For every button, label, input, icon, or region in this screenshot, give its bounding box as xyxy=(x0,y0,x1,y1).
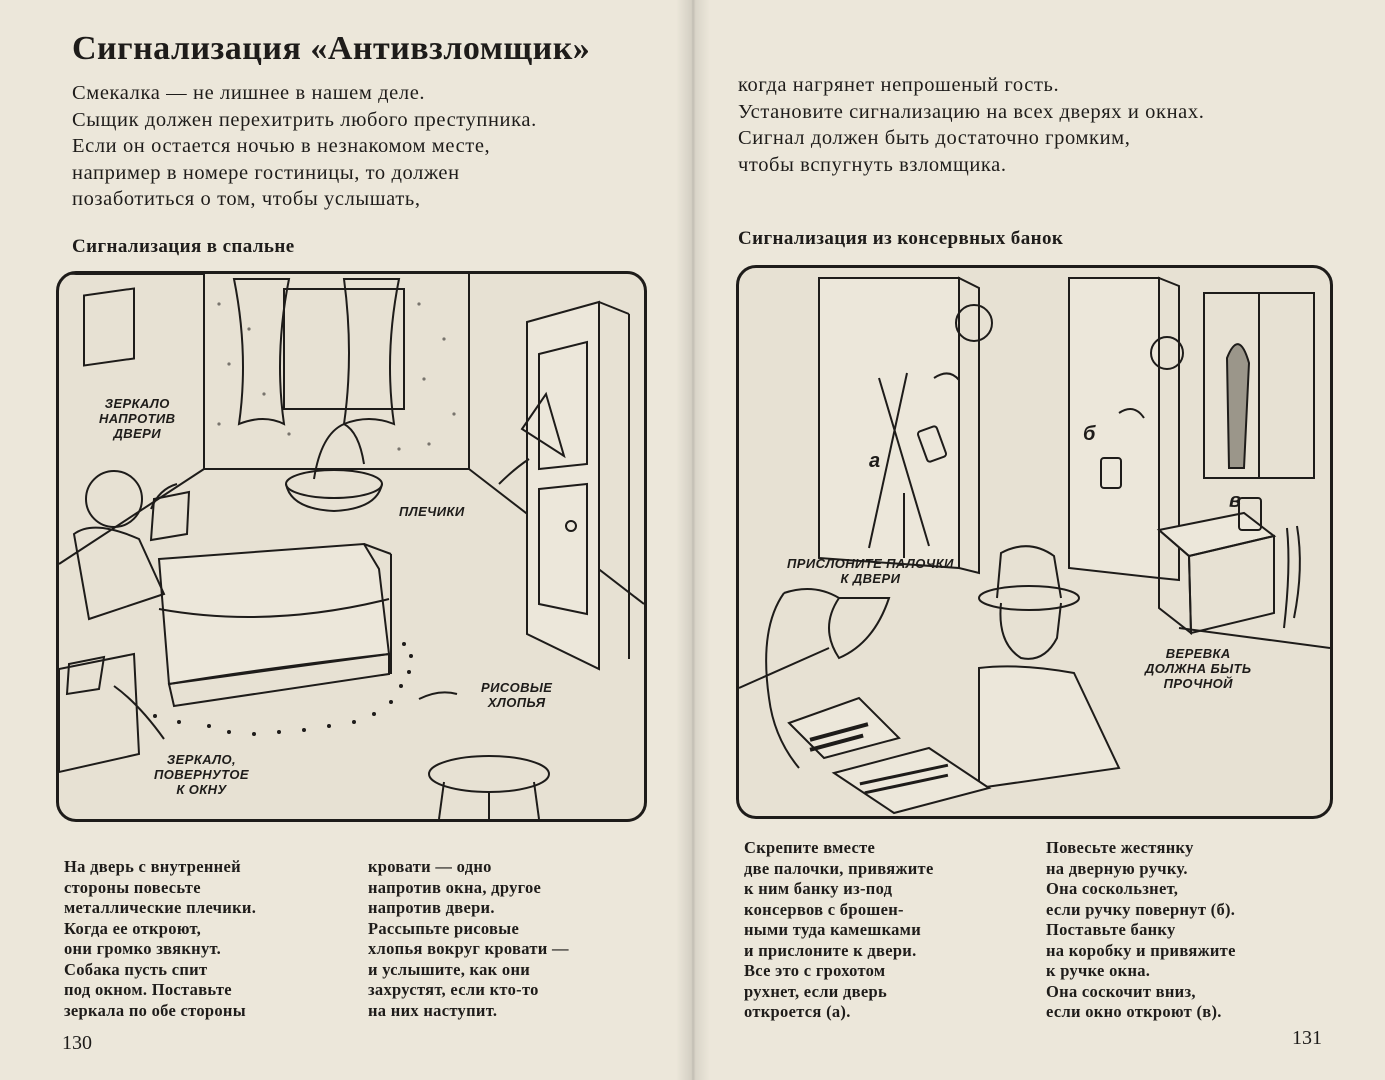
label-hangers: ПЛЕЧИКИ xyxy=(399,504,465,519)
intro-line: Сыщик должен перехитрить любого преступника. xyxy=(72,108,537,131)
section-heading-bedroom: Сигнализация в спальне xyxy=(72,236,295,257)
label-letter-a: а xyxy=(869,450,881,472)
bedroom-alarm-illustration xyxy=(56,271,647,822)
intro-line: например в номере гостиницы, то должен xyxy=(72,161,460,184)
section-heading-cans: Сигнализация из консервных банок xyxy=(738,228,1064,249)
right-intro xyxy=(738,72,1204,178)
page-number-left: 130 xyxy=(62,1032,92,1054)
intro-line: Установите сигнализацию на всех дверях и окнах. xyxy=(738,100,1205,123)
page-title: Сигнализация «Антивзломщик» xyxy=(72,30,591,67)
left-text-column-2: кровати — одно напротив окна, другое напротив двери. Рассыпьте рисовые хлопья вокруг кровати — и услышите, как они захрустят, если кто-то на них наступит. xyxy=(368,857,569,1020)
can-alarm-illustration xyxy=(736,265,1333,819)
left-text-column-1: На дверь с внутренней стороны повесьте металлические плечики. Когда ее откроют, они громко звякнут. Собака пусть спит под окном. Поставьте зеркала по обе стороны xyxy=(64,857,257,1020)
intro-line: чтобы вспугнуть взломщика. xyxy=(738,153,1007,176)
page-number-right: 131 xyxy=(1292,1027,1322,1049)
label-mirror-door: ЗЕРКАЛО НАПРОТИВ ДВЕРИ xyxy=(99,396,176,441)
intro-line: позаботиться о том, чтобы услышать, xyxy=(72,188,421,210)
label-letter-b: б xyxy=(1083,423,1096,445)
label-mirror-window: ЗЕРКАЛО, ПОВЕРНУТОЕ К ОКНУ xyxy=(154,752,249,797)
intro-line: Смекалка — не лишнее в нашем деле. xyxy=(72,82,426,104)
bedroom-scene-drawing xyxy=(59,274,644,819)
right-text-column-1: Скрепите вместе две палочки, привяжите к ним банку из-под консервов с брошен- ными туда камешками и прислоните к двери. Все это с грохотом рухнет, если дверь откроется (а). xyxy=(744,838,934,1021)
label-rice: РИСОВЫЕ ХЛОПЬЯ xyxy=(481,680,553,710)
book-gutter xyxy=(676,0,710,1080)
right-text-column-2: Повесьте жестянку на дверную ручку. Она соскользнет, если ручку повернут (б). Поставьте банку на коробку и привяжите к ручке окна. Она соскочит вниз, если окно откроют (в). xyxy=(1046,838,1236,1021)
cans-scene-drawing xyxy=(739,268,1330,816)
label-rope: ВЕРЕВКА ДОЛЖНА БЫТЬ ПРОЧНОЙ xyxy=(1145,646,1252,691)
intro-line: Если он остается ночью в незнакомом месте, xyxy=(72,135,491,157)
left-page xyxy=(0,0,692,1080)
intro-line: Сигнал должен быть достаточно громким, xyxy=(738,127,1131,149)
label-sticks: ПРИСЛОНИТЕ ПАЛОЧКИ К ДВЕРИ xyxy=(787,556,954,586)
left-intro xyxy=(72,80,537,213)
label-letter-v: в xyxy=(1229,490,1242,512)
right-page xyxy=(692,0,1385,1080)
intro-line: когда нагрянет непрошеный гость. xyxy=(738,74,1060,96)
